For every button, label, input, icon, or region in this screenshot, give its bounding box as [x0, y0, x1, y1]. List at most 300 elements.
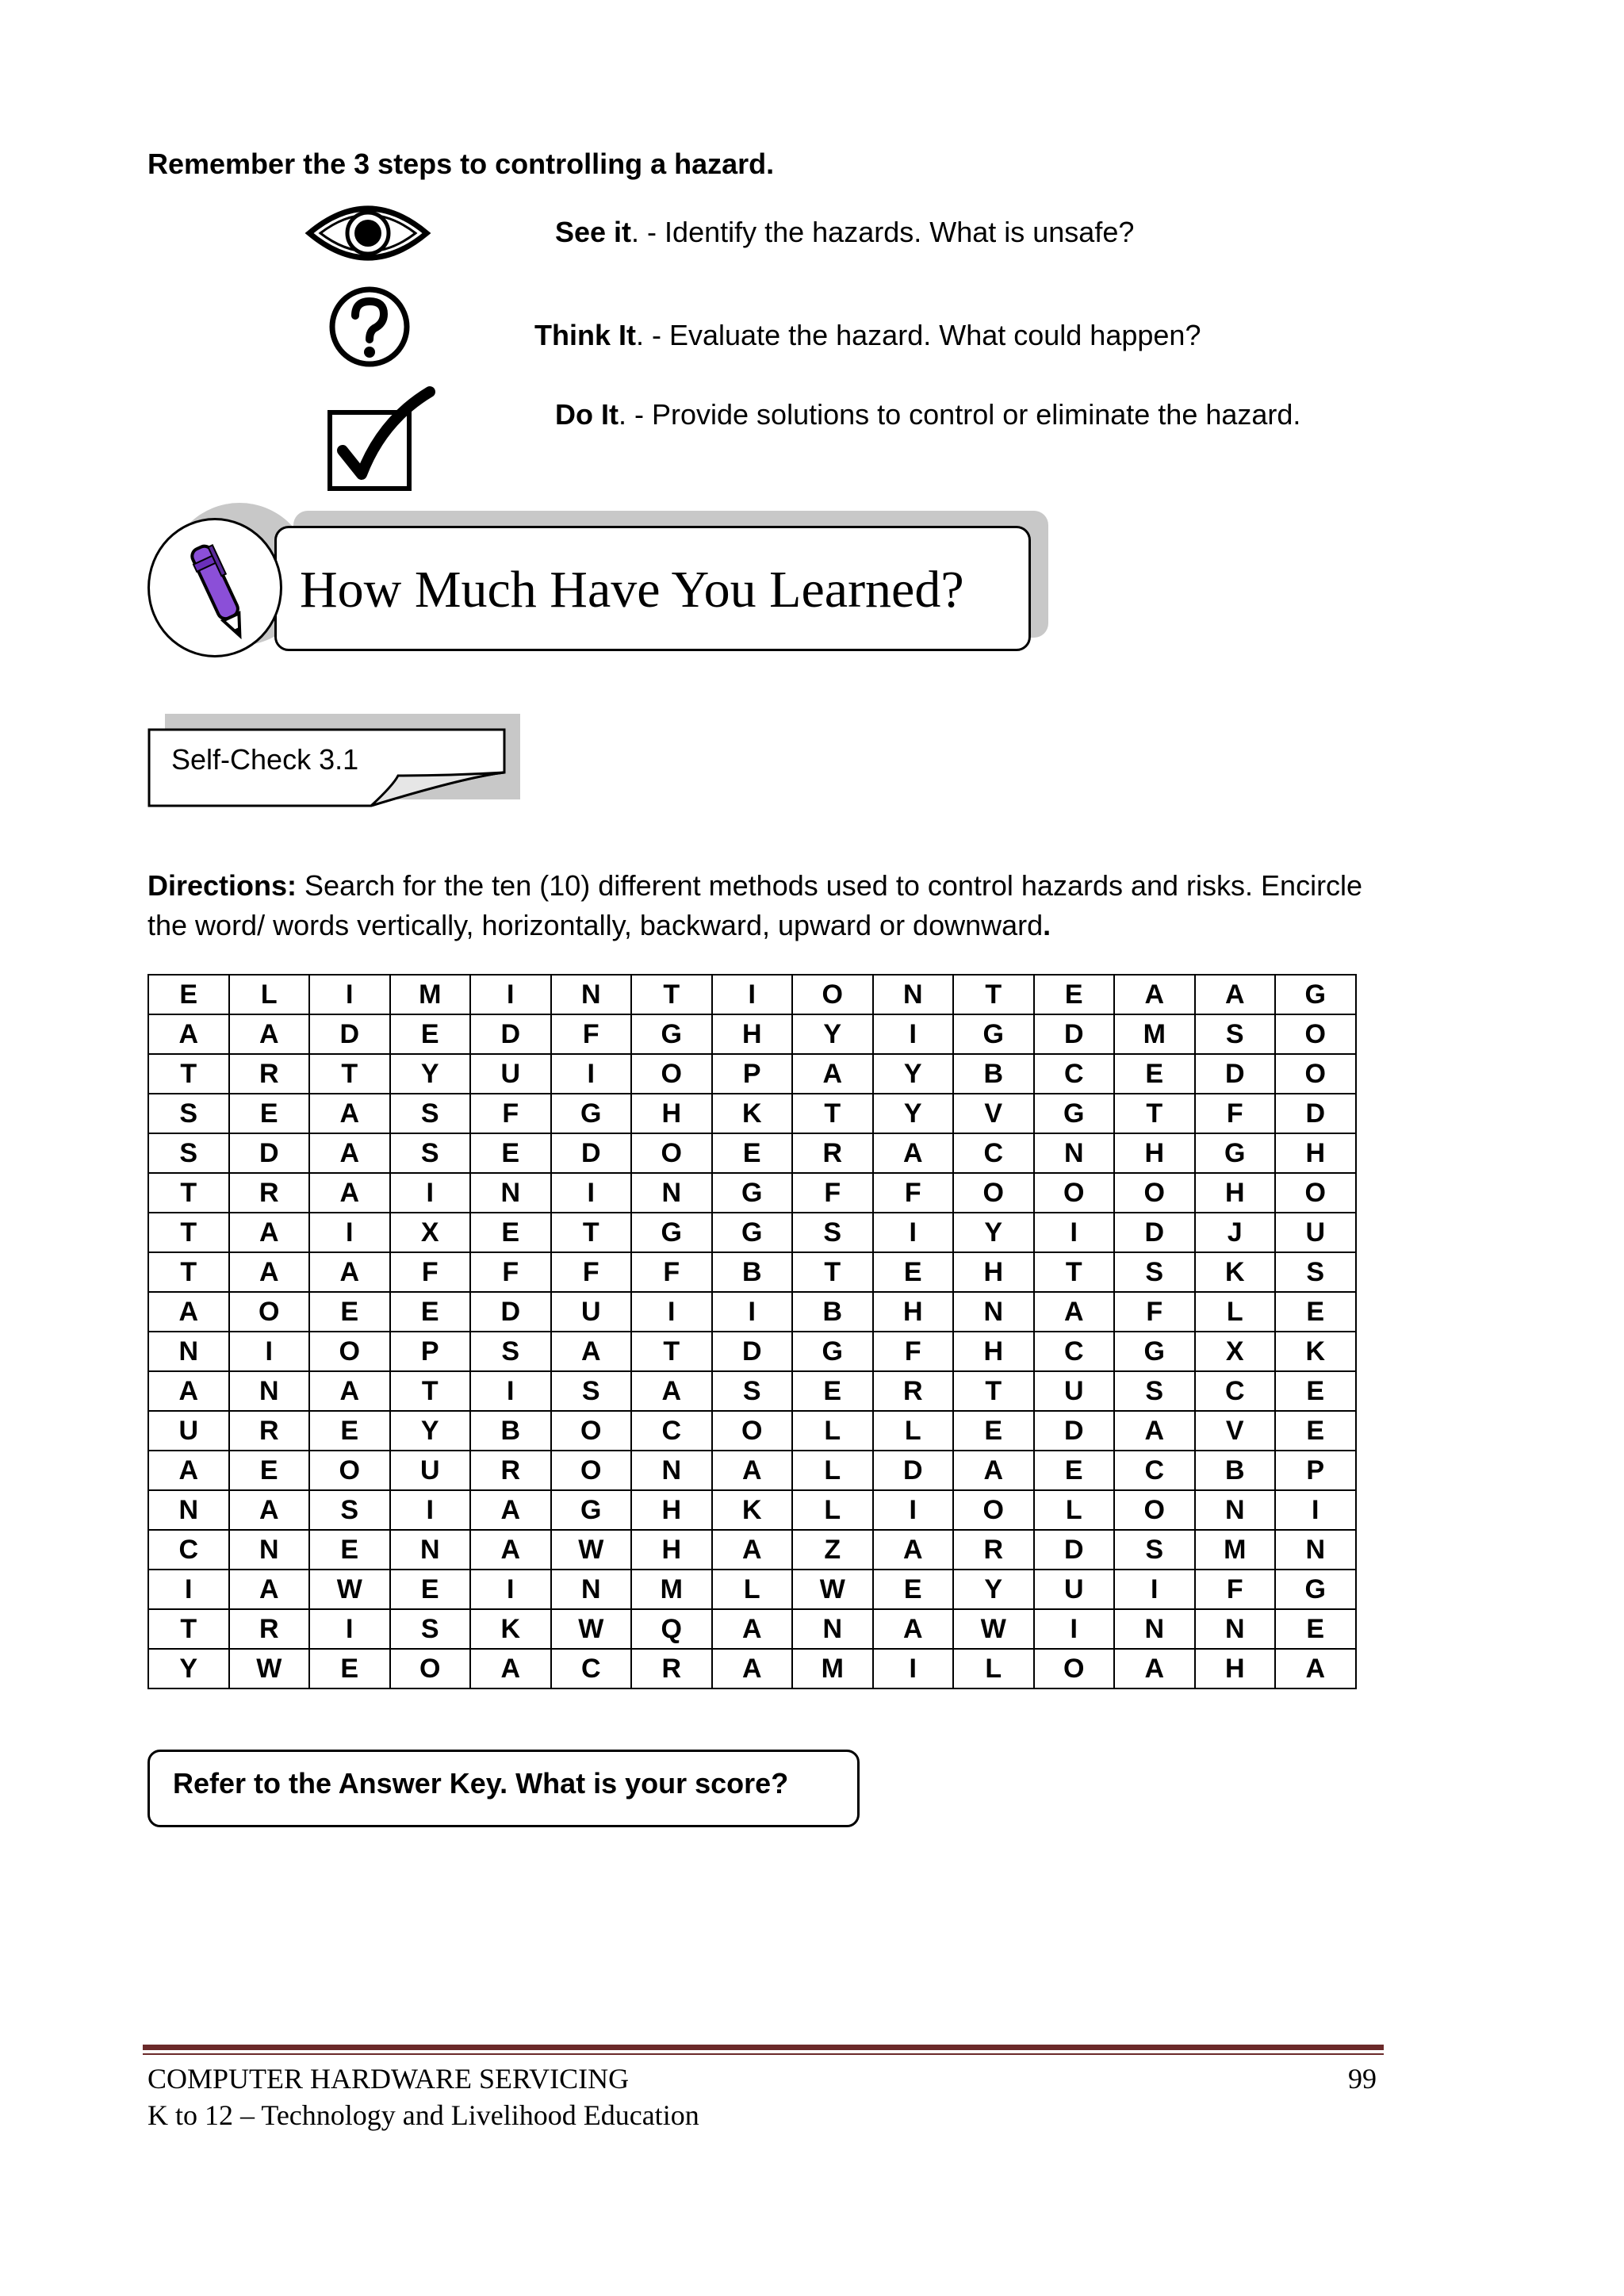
grid-cell[interactable]: O: [712, 1411, 793, 1451]
grid-cell[interactable]: A: [1114, 1411, 1195, 1451]
grid-cell[interactable]: S: [390, 1609, 471, 1649]
grid-cell[interactable]: E: [390, 1014, 471, 1054]
grid-cell[interactable]: A: [712, 1451, 793, 1490]
question-mark-icon: [327, 284, 412, 370]
grid-cell[interactable]: J: [1195, 1213, 1276, 1252]
directions-end: .: [1043, 909, 1051, 941]
grid-cell[interactable]: T: [551, 1213, 632, 1252]
grid-cell[interactable]: E: [1034, 1451, 1115, 1490]
grid-cell[interactable]: A: [712, 1649, 793, 1688]
grid-cell[interactable]: U: [1275, 1213, 1356, 1252]
grid-cell[interactable]: E: [1275, 1411, 1356, 1451]
grid-row: [148, 1490, 1356, 1530]
grid-cell[interactable]: L: [792, 1411, 873, 1451]
grid-cell[interactable]: O: [551, 1411, 632, 1451]
grid-cell[interactable]: R: [229, 1411, 310, 1451]
checkbox-check-icon: [325, 385, 436, 493]
grid-cell[interactable]: E: [229, 1094, 310, 1133]
grid-cell[interactable]: O: [309, 1332, 390, 1371]
grid-cell[interactable]: R: [792, 1133, 873, 1173]
grid-cell[interactable]: O: [1275, 1173, 1356, 1213]
grid-cell[interactable]: O: [1034, 1173, 1115, 1213]
grid-cell[interactable]: I: [470, 1570, 551, 1609]
step-description: . - Identify the hazards. What is unsafe?: [631, 216, 1135, 248]
grid-cell[interactable]: W: [229, 1649, 310, 1688]
grid-cell[interactable]: Q: [631, 1609, 712, 1649]
grid-cell[interactable]: V: [953, 1094, 1034, 1133]
grid-cell[interactable]: L: [229, 975, 310, 1014]
grid-cell[interactable]: A: [873, 1530, 954, 1570]
grid-cell[interactable]: A: [953, 1451, 1034, 1490]
grid-cell[interactable]: K: [1275, 1332, 1356, 1371]
grid-cell[interactable]: B: [470, 1411, 551, 1451]
grid-cell[interactable]: A: [309, 1173, 390, 1213]
grid-cell[interactable]: I: [1034, 1213, 1115, 1252]
grid-cell[interactable]: G: [712, 1173, 793, 1213]
grid-cell[interactable]: N: [148, 1332, 229, 1371]
grid-cell[interactable]: P: [1275, 1451, 1356, 1490]
grid-cell[interactable]: Y: [873, 1054, 954, 1094]
grid-cell[interactable]: T: [1034, 1252, 1115, 1292]
eye-icon: [304, 195, 431, 271]
grid-cell[interactable]: A: [470, 1649, 551, 1688]
grid-cell[interactable]: E: [148, 975, 229, 1014]
grid-cell[interactable]: S: [390, 1133, 471, 1173]
grid-cell[interactable]: N: [1034, 1133, 1115, 1173]
word-search-grid: [147, 974, 1357, 1689]
grid-cell[interactable]: H: [712, 1014, 793, 1054]
grid-cell[interactable]: D: [1034, 1411, 1115, 1451]
grid-cell[interactable]: H: [1114, 1133, 1195, 1173]
grid-cell[interactable]: T: [792, 1094, 873, 1133]
grid-cell[interactable]: D: [1275, 1094, 1356, 1133]
grid-row: [148, 1213, 1356, 1252]
grid-cell[interactable]: O: [390, 1649, 471, 1688]
grid-cell[interactable]: E: [1034, 975, 1115, 1014]
grid-cell[interactable]: D: [470, 1292, 551, 1332]
grid-cell[interactable]: S: [551, 1371, 632, 1411]
grid-cell[interactable]: T: [792, 1252, 873, 1292]
grid-cell[interactable]: B: [792, 1292, 873, 1332]
grid-cell[interactable]: W: [792, 1570, 873, 1609]
grid-cell[interactable]: T: [148, 1609, 229, 1649]
grid-cell[interactable]: Y: [148, 1649, 229, 1688]
grid-cell[interactable]: R: [873, 1371, 954, 1411]
grid-cell[interactable]: R: [229, 1173, 310, 1213]
grid-cell[interactable]: H: [953, 1252, 1034, 1292]
grid-cell[interactable]: G: [1114, 1332, 1195, 1371]
grid-cell[interactable]: T: [148, 1252, 229, 1292]
grid-cell[interactable]: Y: [390, 1054, 471, 1094]
grid-cell[interactable]: C: [1034, 1054, 1115, 1094]
grid-cell[interactable]: S: [148, 1133, 229, 1173]
grid-cell[interactable]: N: [551, 975, 632, 1014]
grid-row: [148, 1292, 1356, 1332]
grid-cell[interactable]: C: [1195, 1371, 1276, 1411]
grid-cell[interactable]: E: [1275, 1292, 1356, 1332]
grid-cell[interactable]: I: [1114, 1570, 1195, 1609]
directions: [147, 866, 1385, 945]
grid-cell[interactable]: D: [551, 1133, 632, 1173]
grid-row: [148, 1371, 1356, 1411]
grid-cell[interactable]: B: [712, 1252, 793, 1292]
grid-cell[interactable]: H: [1275, 1133, 1356, 1173]
grid-cell[interactable]: A: [229, 1570, 310, 1609]
grid-cell[interactable]: O: [631, 1054, 712, 1094]
grid-cell[interactable]: E: [309, 1292, 390, 1332]
grid-row: [148, 1054, 1356, 1094]
grid-cell[interactable]: S: [309, 1490, 390, 1530]
grid-cell[interactable]: I: [470, 975, 551, 1014]
grid-cell[interactable]: A: [1275, 1649, 1356, 1688]
grid-cell[interactable]: E: [712, 1133, 793, 1173]
grid-cell[interactable]: G: [551, 1094, 632, 1133]
grid-cell[interactable]: E: [873, 1252, 954, 1292]
grid-cell[interactable]: M: [631, 1570, 712, 1609]
grid-cell[interactable]: O: [1034, 1649, 1115, 1688]
grid-cell[interactable]: M: [1195, 1530, 1276, 1570]
grid-cell[interactable]: I: [1034, 1609, 1115, 1649]
grid-cell[interactable]: C: [631, 1411, 712, 1451]
grid-cell[interactable]: I: [309, 975, 390, 1014]
grid-cell[interactable]: A: [1114, 1649, 1195, 1688]
grid-row: [148, 1332, 1356, 1371]
grid-cell[interactable]: C: [551, 1649, 632, 1688]
grid-cell[interactable]: T: [1114, 1094, 1195, 1133]
grid-cell[interactable]: O: [792, 975, 873, 1014]
grid-cell[interactable]: D: [1114, 1213, 1195, 1252]
grid-cell[interactable]: I: [470, 1371, 551, 1411]
grid-cell[interactable]: I: [309, 1609, 390, 1649]
grid-cell[interactable]: S: [470, 1332, 551, 1371]
grid-cell[interactable]: K: [712, 1490, 793, 1530]
grid-cell[interactable]: N: [148, 1490, 229, 1530]
grid-cell[interactable]: Y: [953, 1570, 1034, 1609]
grid-cell[interactable]: F: [390, 1252, 471, 1292]
grid-cell[interactable]: B: [953, 1054, 1034, 1094]
grid-cell[interactable]: N: [953, 1292, 1034, 1332]
grid-cell[interactable]: A: [792, 1054, 873, 1094]
grid-cell[interactable]: A: [470, 1530, 551, 1570]
grid-cell[interactable]: I: [551, 1054, 632, 1094]
grid-cell[interactable]: I: [148, 1570, 229, 1609]
grid-cell[interactable]: H: [631, 1530, 712, 1570]
grid-cell[interactable]: I: [390, 1490, 471, 1530]
grid-cell[interactable]: O: [1275, 1014, 1356, 1054]
grid-cell[interactable]: C: [148, 1530, 229, 1570]
grid-cell[interactable]: W: [309, 1570, 390, 1609]
grid-cell[interactable]: A: [1195, 975, 1276, 1014]
grid-cell[interactable]: A: [712, 1609, 793, 1649]
grid-cell[interactable]: N: [1195, 1490, 1276, 1530]
grid-cell[interactable]: A: [873, 1609, 954, 1649]
grid-cell[interactable]: N: [551, 1570, 632, 1609]
grid-cell[interactable]: O: [309, 1451, 390, 1490]
grid-cell[interactable]: X: [390, 1213, 471, 1252]
grid-cell[interactable]: A: [229, 1252, 310, 1292]
grid-cell[interactable]: E: [390, 1570, 471, 1609]
grid-cell[interactable]: E: [470, 1133, 551, 1173]
grid-cell[interactable]: A: [148, 1451, 229, 1490]
footer-course: K to 12 – Technology and Livelihood Education: [147, 2099, 699, 2131]
grid-cell[interactable]: R: [229, 1054, 310, 1094]
grid-cell[interactable]: A: [148, 1371, 229, 1411]
grid-cell[interactable]: E: [309, 1411, 390, 1451]
grid-cell[interactable]: A: [1114, 975, 1195, 1014]
grid-cell[interactable]: K: [470, 1609, 551, 1649]
grid-cell[interactable]: A: [309, 1371, 390, 1411]
grid-cell[interactable]: D: [229, 1133, 310, 1173]
grid-cell[interactable]: P: [390, 1332, 471, 1371]
grid-cell[interactable]: T: [390, 1371, 471, 1411]
grid-row: [148, 1451, 1356, 1490]
grid-cell[interactable]: S: [1114, 1371, 1195, 1411]
answer-prompt: Refer to the Answer Key. What is your score?: [173, 1767, 789, 1800]
grid-cell[interactable]: S: [712, 1371, 793, 1411]
grid-row: [148, 1133, 1356, 1173]
grid-cell[interactable]: E: [470, 1213, 551, 1252]
grid-cell[interactable]: E: [1114, 1054, 1195, 1094]
grid-row: [148, 1252, 1356, 1292]
grid-cell[interactable]: I: [873, 1213, 954, 1252]
grid-cell[interactable]: G: [631, 1014, 712, 1054]
grid-cell[interactable]: R: [470, 1451, 551, 1490]
grid-cell[interactable]: I: [873, 1014, 954, 1054]
grid-cell[interactable]: O: [1114, 1490, 1195, 1530]
grid-cell[interactable]: C: [953, 1133, 1034, 1173]
grid-cell[interactable]: A: [309, 1133, 390, 1173]
grid-cell[interactable]: L: [953, 1649, 1034, 1688]
grid-cell[interactable]: N: [1195, 1609, 1276, 1649]
grid-cell[interactable]: I: [229, 1332, 310, 1371]
grid-cell[interactable]: D: [1034, 1014, 1115, 1054]
footer-subject: COMPUTER HARDWARE SERVICING: [147, 2063, 630, 2095]
grid-cell[interactable]: A: [309, 1094, 390, 1133]
grid-cell[interactable]: I: [873, 1649, 954, 1688]
grid-cell[interactable]: N: [229, 1530, 310, 1570]
grid-cell[interactable]: H: [1195, 1173, 1276, 1213]
grid-cell[interactable]: L: [792, 1451, 873, 1490]
grid-cell[interactable]: A: [631, 1371, 712, 1411]
step-description: . - Evaluate the hazard. What could happen?: [636, 319, 1201, 351]
grid-cell[interactable]: I: [390, 1173, 471, 1213]
grid-cell[interactable]: U: [551, 1292, 632, 1332]
grid-cell[interactable]: D: [1034, 1530, 1115, 1570]
grid-cell[interactable]: I: [1275, 1490, 1356, 1530]
grid-cell[interactable]: F: [470, 1252, 551, 1292]
grid-cell[interactable]: L: [792, 1490, 873, 1530]
grid-cell[interactable]: I: [712, 975, 793, 1014]
grid-cell[interactable]: Y: [953, 1213, 1034, 1252]
grid-cell[interactable]: A: [873, 1133, 954, 1173]
grid-cell[interactable]: G: [712, 1213, 793, 1252]
grid-cell[interactable]: S: [1275, 1252, 1356, 1292]
grid-cell[interactable]: G: [792, 1332, 873, 1371]
grid-cell[interactable]: A: [229, 1213, 310, 1252]
grid-cell[interactable]: U: [390, 1451, 471, 1490]
grid-cell[interactable]: S: [390, 1094, 471, 1133]
grid-cell[interactable]: E: [229, 1451, 310, 1490]
grid-cell[interactable]: Y: [390, 1411, 471, 1451]
grid-cell[interactable]: F: [631, 1252, 712, 1292]
grid-cell[interactable]: U: [1034, 1371, 1115, 1411]
grid-cell[interactable]: T: [631, 975, 712, 1014]
grid-cell[interactable]: M: [792, 1649, 873, 1688]
grid-cell[interactable]: O: [551, 1451, 632, 1490]
step-label: Do It: [555, 398, 619, 431]
grid-cell[interactable]: E: [309, 1530, 390, 1570]
grid-cell[interactable]: O: [631, 1133, 712, 1173]
grid-cell[interactable]: S: [1114, 1252, 1195, 1292]
grid-cell[interactable]: L: [873, 1411, 954, 1451]
grid-cell[interactable]: R: [631, 1649, 712, 1688]
grid-cell[interactable]: N: [792, 1609, 873, 1649]
grid-cell[interactable]: T: [631, 1332, 712, 1371]
grid-cell[interactable]: L: [712, 1570, 793, 1609]
grid-cell[interactable]: H: [873, 1292, 954, 1332]
grid-cell[interactable]: U: [148, 1411, 229, 1451]
grid-cell[interactable]: I: [873, 1490, 954, 1530]
grid-cell[interactable]: F: [873, 1173, 954, 1213]
grid-cell[interactable]: E: [1275, 1609, 1356, 1649]
grid-cell[interactable]: M: [390, 975, 471, 1014]
grid-cell[interactable]: D: [470, 1014, 551, 1054]
grid-cell[interactable]: A: [470, 1490, 551, 1530]
pen-icon: [178, 530, 257, 649]
grid-cell[interactable]: F: [873, 1332, 954, 1371]
grid-cell[interactable]: S: [1114, 1530, 1195, 1570]
grid-cell[interactable]: K: [1195, 1252, 1276, 1292]
grid-cell[interactable]: C: [1114, 1451, 1195, 1490]
grid-cell[interactable]: G: [1195, 1133, 1276, 1173]
grid-cell[interactable]: H: [631, 1094, 712, 1133]
grid-cell[interactable]: R: [953, 1530, 1034, 1570]
grid-cell[interactable]: G: [953, 1014, 1034, 1054]
grid-cell[interactable]: D: [712, 1332, 793, 1371]
grid-cell[interactable]: D: [873, 1451, 954, 1490]
grid-cell[interactable]: T: [953, 975, 1034, 1014]
grid-cell[interactable]: F: [551, 1252, 632, 1292]
footer-rule-thin: [143, 2053, 1384, 2055]
grid-cell[interactable]: N: [390, 1530, 471, 1570]
grid-cell[interactable]: E: [792, 1371, 873, 1411]
grid-cell[interactable]: X: [1195, 1332, 1276, 1371]
banner-title: How Much Have You Learned?: [300, 561, 964, 619]
step-do-it: [555, 398, 1300, 431]
grid-row: [148, 1014, 1356, 1054]
grid-cell[interactable]: R: [229, 1609, 310, 1649]
grid-cell[interactable]: T: [148, 1213, 229, 1252]
grid-cell[interactable]: N: [229, 1371, 310, 1411]
grid-cell[interactable]: W: [953, 1609, 1034, 1649]
grid-cell[interactable]: N: [873, 975, 954, 1014]
grid-cell[interactable]: I: [551, 1173, 632, 1213]
grid-cell[interactable]: M: [1114, 1014, 1195, 1054]
grid-cell[interactable]: T: [309, 1054, 390, 1094]
grid-cell[interactable]: K: [712, 1094, 793, 1133]
grid-cell[interactable]: S: [792, 1213, 873, 1252]
grid-cell[interactable]: G: [1034, 1094, 1115, 1133]
grid-cell[interactable]: S: [148, 1094, 229, 1133]
grid-cell[interactable]: A: [148, 1014, 229, 1054]
footer-rule: [143, 2045, 1384, 2050]
grid-cell[interactable]: U: [470, 1054, 551, 1094]
grid-cell[interactable]: O: [1114, 1173, 1195, 1213]
grid-cell[interactable]: T: [148, 1173, 229, 1213]
grid-cell[interactable]: Z: [792, 1530, 873, 1570]
grid-cell[interactable]: F: [470, 1094, 551, 1133]
grid-cell[interactable]: F: [1195, 1570, 1276, 1609]
grid-cell[interactable]: W: [551, 1530, 632, 1570]
step-description: . - Provide solutions to control or eliminate the hazard.: [618, 398, 1301, 431]
grid-cell[interactable]: Y: [873, 1094, 954, 1133]
grid-cell[interactable]: F: [1195, 1094, 1276, 1133]
grid-cell[interactable]: A: [551, 1332, 632, 1371]
grid-cell[interactable]: D: [1195, 1054, 1276, 1094]
grid-cell[interactable]: O: [953, 1173, 1034, 1213]
grid-cell[interactable]: O: [953, 1490, 1034, 1530]
grid-cell[interactable]: H: [953, 1332, 1034, 1371]
grid-cell[interactable]: A: [229, 1490, 310, 1530]
grid-cell[interactable]: I: [631, 1292, 712, 1332]
grid-cell[interactable]: N: [1114, 1609, 1195, 1649]
grid-cell[interactable]: O: [229, 1292, 310, 1332]
grid-cell[interactable]: Y: [792, 1014, 873, 1054]
grid-cell[interactable]: U: [1034, 1570, 1115, 1609]
grid-cell[interactable]: E: [1275, 1371, 1356, 1411]
grid-cell[interactable]: H: [631, 1490, 712, 1530]
grid-cell[interactable]: T: [953, 1371, 1034, 1411]
grid-cell[interactable]: T: [148, 1054, 229, 1094]
grid-cell[interactable]: G: [551, 1490, 632, 1530]
grid-cell[interactable]: A: [148, 1292, 229, 1332]
grid-cell[interactable]: H: [1195, 1649, 1276, 1688]
grid-cell[interactable]: A: [229, 1014, 310, 1054]
grid-cell[interactable]: G: [1275, 1570, 1356, 1609]
grid-cell[interactable]: E: [390, 1292, 471, 1332]
grid-cell[interactable]: G: [1275, 975, 1356, 1014]
grid-cell[interactable]: N: [631, 1451, 712, 1490]
intro-title: Remember the 3 steps to controlling a hazard.: [147, 148, 775, 180]
grid-cell[interactable]: O: [1275, 1054, 1356, 1094]
grid-cell[interactable]: G: [631, 1213, 712, 1252]
grid-cell[interactable]: C: [1034, 1332, 1115, 1371]
grid-cell[interactable]: L: [1034, 1490, 1115, 1530]
step-think-it: [534, 319, 1201, 352]
grid-cell[interactable]: S: [1195, 1014, 1276, 1054]
grid-cell[interactable]: E: [873, 1570, 954, 1609]
grid-cell[interactable]: F: [551, 1014, 632, 1054]
grid-cell[interactable]: N: [470, 1173, 551, 1213]
grid-cell[interactable]: D: [309, 1014, 390, 1054]
grid-cell[interactable]: A: [1034, 1292, 1115, 1332]
grid-cell[interactable]: L: [1195, 1292, 1276, 1332]
grid-cell[interactable]: I: [309, 1213, 390, 1252]
grid-cell[interactable]: P: [712, 1054, 793, 1094]
grid-cell[interactable]: I: [712, 1292, 793, 1332]
grid-cell[interactable]: B: [1195, 1451, 1276, 1490]
grid-cell[interactable]: V: [1195, 1411, 1276, 1451]
grid-cell[interactable]: N: [1275, 1530, 1356, 1570]
grid-cell[interactable]: F: [792, 1173, 873, 1213]
grid-cell[interactable]: E: [309, 1649, 390, 1688]
grid-cell[interactable]: F: [1114, 1292, 1195, 1332]
grid-cell[interactable]: A: [309, 1252, 390, 1292]
grid-cell[interactable]: N: [631, 1173, 712, 1213]
grid-cell[interactable]: E: [953, 1411, 1034, 1451]
grid-cell[interactable]: A: [712, 1530, 793, 1570]
grid-cell[interactable]: W: [551, 1609, 632, 1649]
